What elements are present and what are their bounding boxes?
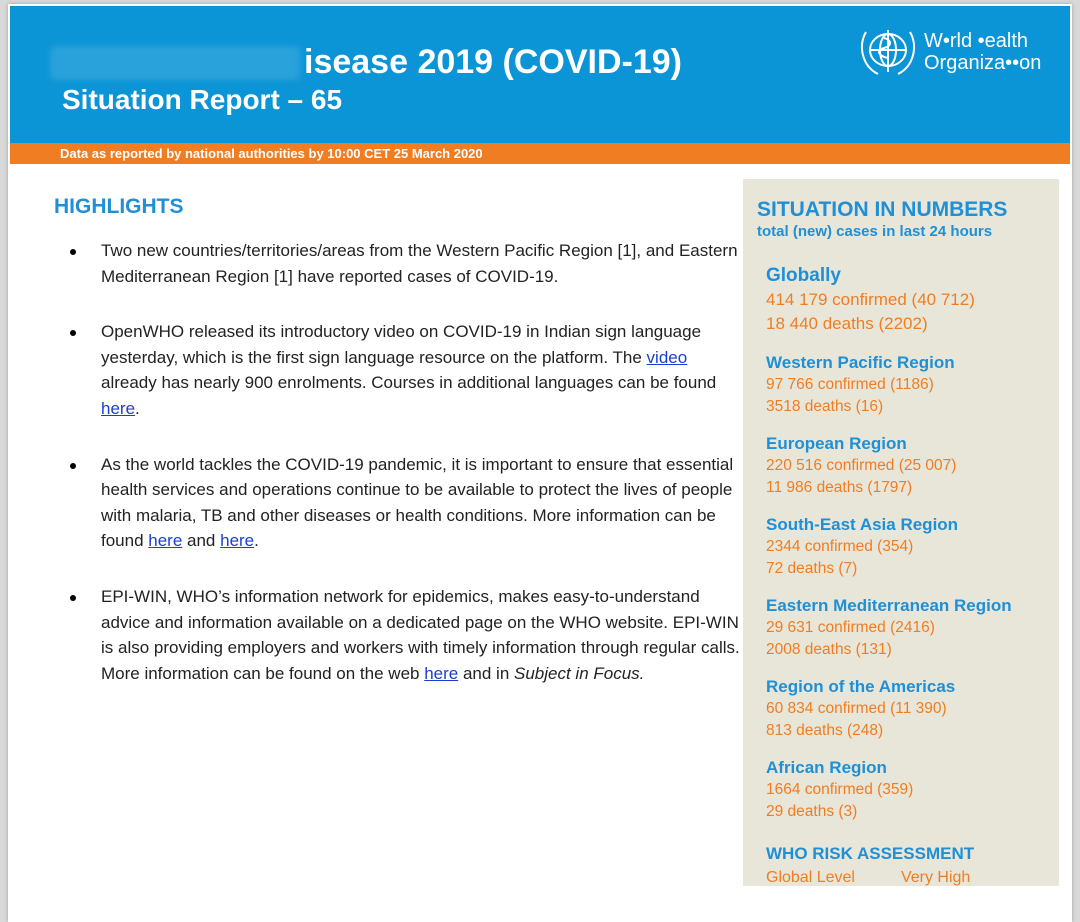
- region-eastern-mediterranean: [766, 595, 1056, 660]
- highlight-item: [62, 238, 742, 289]
- region-deaths: 2008 deaths (131): [766, 640, 892, 658]
- bullet-icon: [70, 330, 76, 336]
- highlights-heading: HIGHLIGHTS: [54, 195, 184, 218]
- region-confirmed: 29 631 confirmed (2416): [766, 619, 935, 636]
- region-deaths: 3518 deaths (16): [766, 397, 884, 415]
- region-western-pacific: [766, 352, 1056, 417]
- region-name: African Region: [766, 758, 887, 777]
- redacted-region: [50, 46, 300, 80]
- highlight-item: [62, 319, 742, 421]
- highlight-text: already has nearly 900 enrolments. Courses in additional languages can be found: [101, 373, 717, 393]
- region-confirmed: 414 179 confirmed (40 712): [766, 290, 975, 309]
- risk-assessment-heading: WHO RISK ASSESSMENT: [766, 844, 975, 863]
- video-link[interactable]: video: [646, 347, 688, 367]
- highlight-text: and in: [458, 663, 514, 683]
- region-deaths: 813 deaths (248): [766, 721, 884, 739]
- region-name: Western Pacific Region: [766, 353, 955, 372]
- region-confirmed: 97 766 confirmed (1186): [766, 376, 934, 393]
- highlight-text: As the world tackles the COVID-19 pandemic, it is important to ensure that essential health services and operations continue to be available to protect the lives of people with malaria, TB and other diseases or health conditions. More information can be found: [101, 454, 734, 551]
- region-name: Region of the Americas: [766, 677, 956, 696]
- who-name-line2: Organiza••on: [924, 52, 1042, 74]
- highlight-text: and: [182, 531, 221, 551]
- situation-sidebar: [743, 179, 1059, 886]
- courses-here-link[interactable]: here: [101, 398, 136, 418]
- region-confirmed: 2344 confirmed (354): [766, 538, 914, 555]
- region-americas: [766, 676, 1056, 741]
- risk-level-value: Very High: [900, 869, 971, 886]
- health-services-here-link-1[interactable]: here: [148, 531, 183, 551]
- highlight-text: EPI-WIN, WHO’s information network for epidemics, makes easy-to-understand advice and information available on a dedicated page on the WHO website. EPI-WIN is also providing employers and workers with timely information through regular calls. More information can be found on the web: [101, 586, 740, 683]
- epi-win-here-link[interactable]: here: [424, 663, 459, 683]
- highlight-text: Two new countries/territories/areas from the Western Pacific Region [1], and Eastern Mediterranean Region [1] have reported cases of COVID-19.: [101, 241, 738, 286]
- risk-level-label: Global Level: [766, 869, 855, 886]
- report-page: [8, 4, 1072, 922]
- region-globally: [766, 263, 1056, 336]
- subject-in-focus-text: Subject in Focus.: [514, 663, 645, 683]
- highlight-text: OpenWHO released its introductory video on COVID-19 in Indian sign language yesterday, which is the first sign language resource on the platform. The: [101, 322, 702, 367]
- region-deaths: 11 986 deaths (1797): [766, 478, 913, 496]
- report-number: Situation Report – 65: [62, 84, 343, 115]
- region-name: Globally: [766, 265, 841, 286]
- sidebar-title: SITUATION IN NUMBERS: [757, 198, 1008, 221]
- health-services-here-link-2[interactable]: here: [220, 531, 255, 551]
- region-name: South-East Asia Region: [766, 515, 959, 534]
- region-south-east-asia: [766, 514, 1056, 579]
- who-emblem-icon: [856, 24, 920, 80]
- region-african: [766, 757, 1056, 822]
- highlight-item: [62, 584, 742, 686]
- sidebar-subtitle: total (new) cases in last 24 hours: [757, 223, 993, 240]
- region-european: [766, 433, 1056, 498]
- region-confirmed: 220 516 confirmed (25 007): [766, 457, 957, 474]
- who-org-name: [924, 30, 1041, 74]
- region-confirmed: 60 834 confirmed (11 390): [766, 700, 947, 717]
- region-name: European Region: [766, 434, 907, 453]
- region-confirmed: 1664 confirmed (359): [766, 781, 914, 798]
- region-deaths: 18 440 deaths (2202): [766, 314, 928, 333]
- page-title: isease 2019 (COVID-19): [304, 43, 682, 81]
- highlights-list: [62, 238, 742, 716]
- bullet-icon: [70, 249, 76, 255]
- region-deaths: 72 deaths (7): [766, 559, 858, 577]
- highlight-item: [62, 452, 742, 554]
- highlight-text: .: [254, 531, 259, 551]
- bullet-icon: [70, 463, 76, 469]
- who-name-line1: W•rld •ealth: [924, 30, 1029, 52]
- region-name: Eastern Mediterranean Region: [766, 596, 1012, 615]
- risk-assessment-row: [766, 867, 970, 888]
- highlight-text: .: [135, 398, 140, 418]
- dateline-bar: [10, 143, 1070, 164]
- region-deaths: 29 deaths (3): [766, 802, 858, 820]
- bullet-icon: [70, 595, 76, 601]
- dateline-text: Data as reported by national authorities by 10:00 CET 25 March 2020: [60, 146, 483, 161]
- header-banner: [10, 6, 1070, 143]
